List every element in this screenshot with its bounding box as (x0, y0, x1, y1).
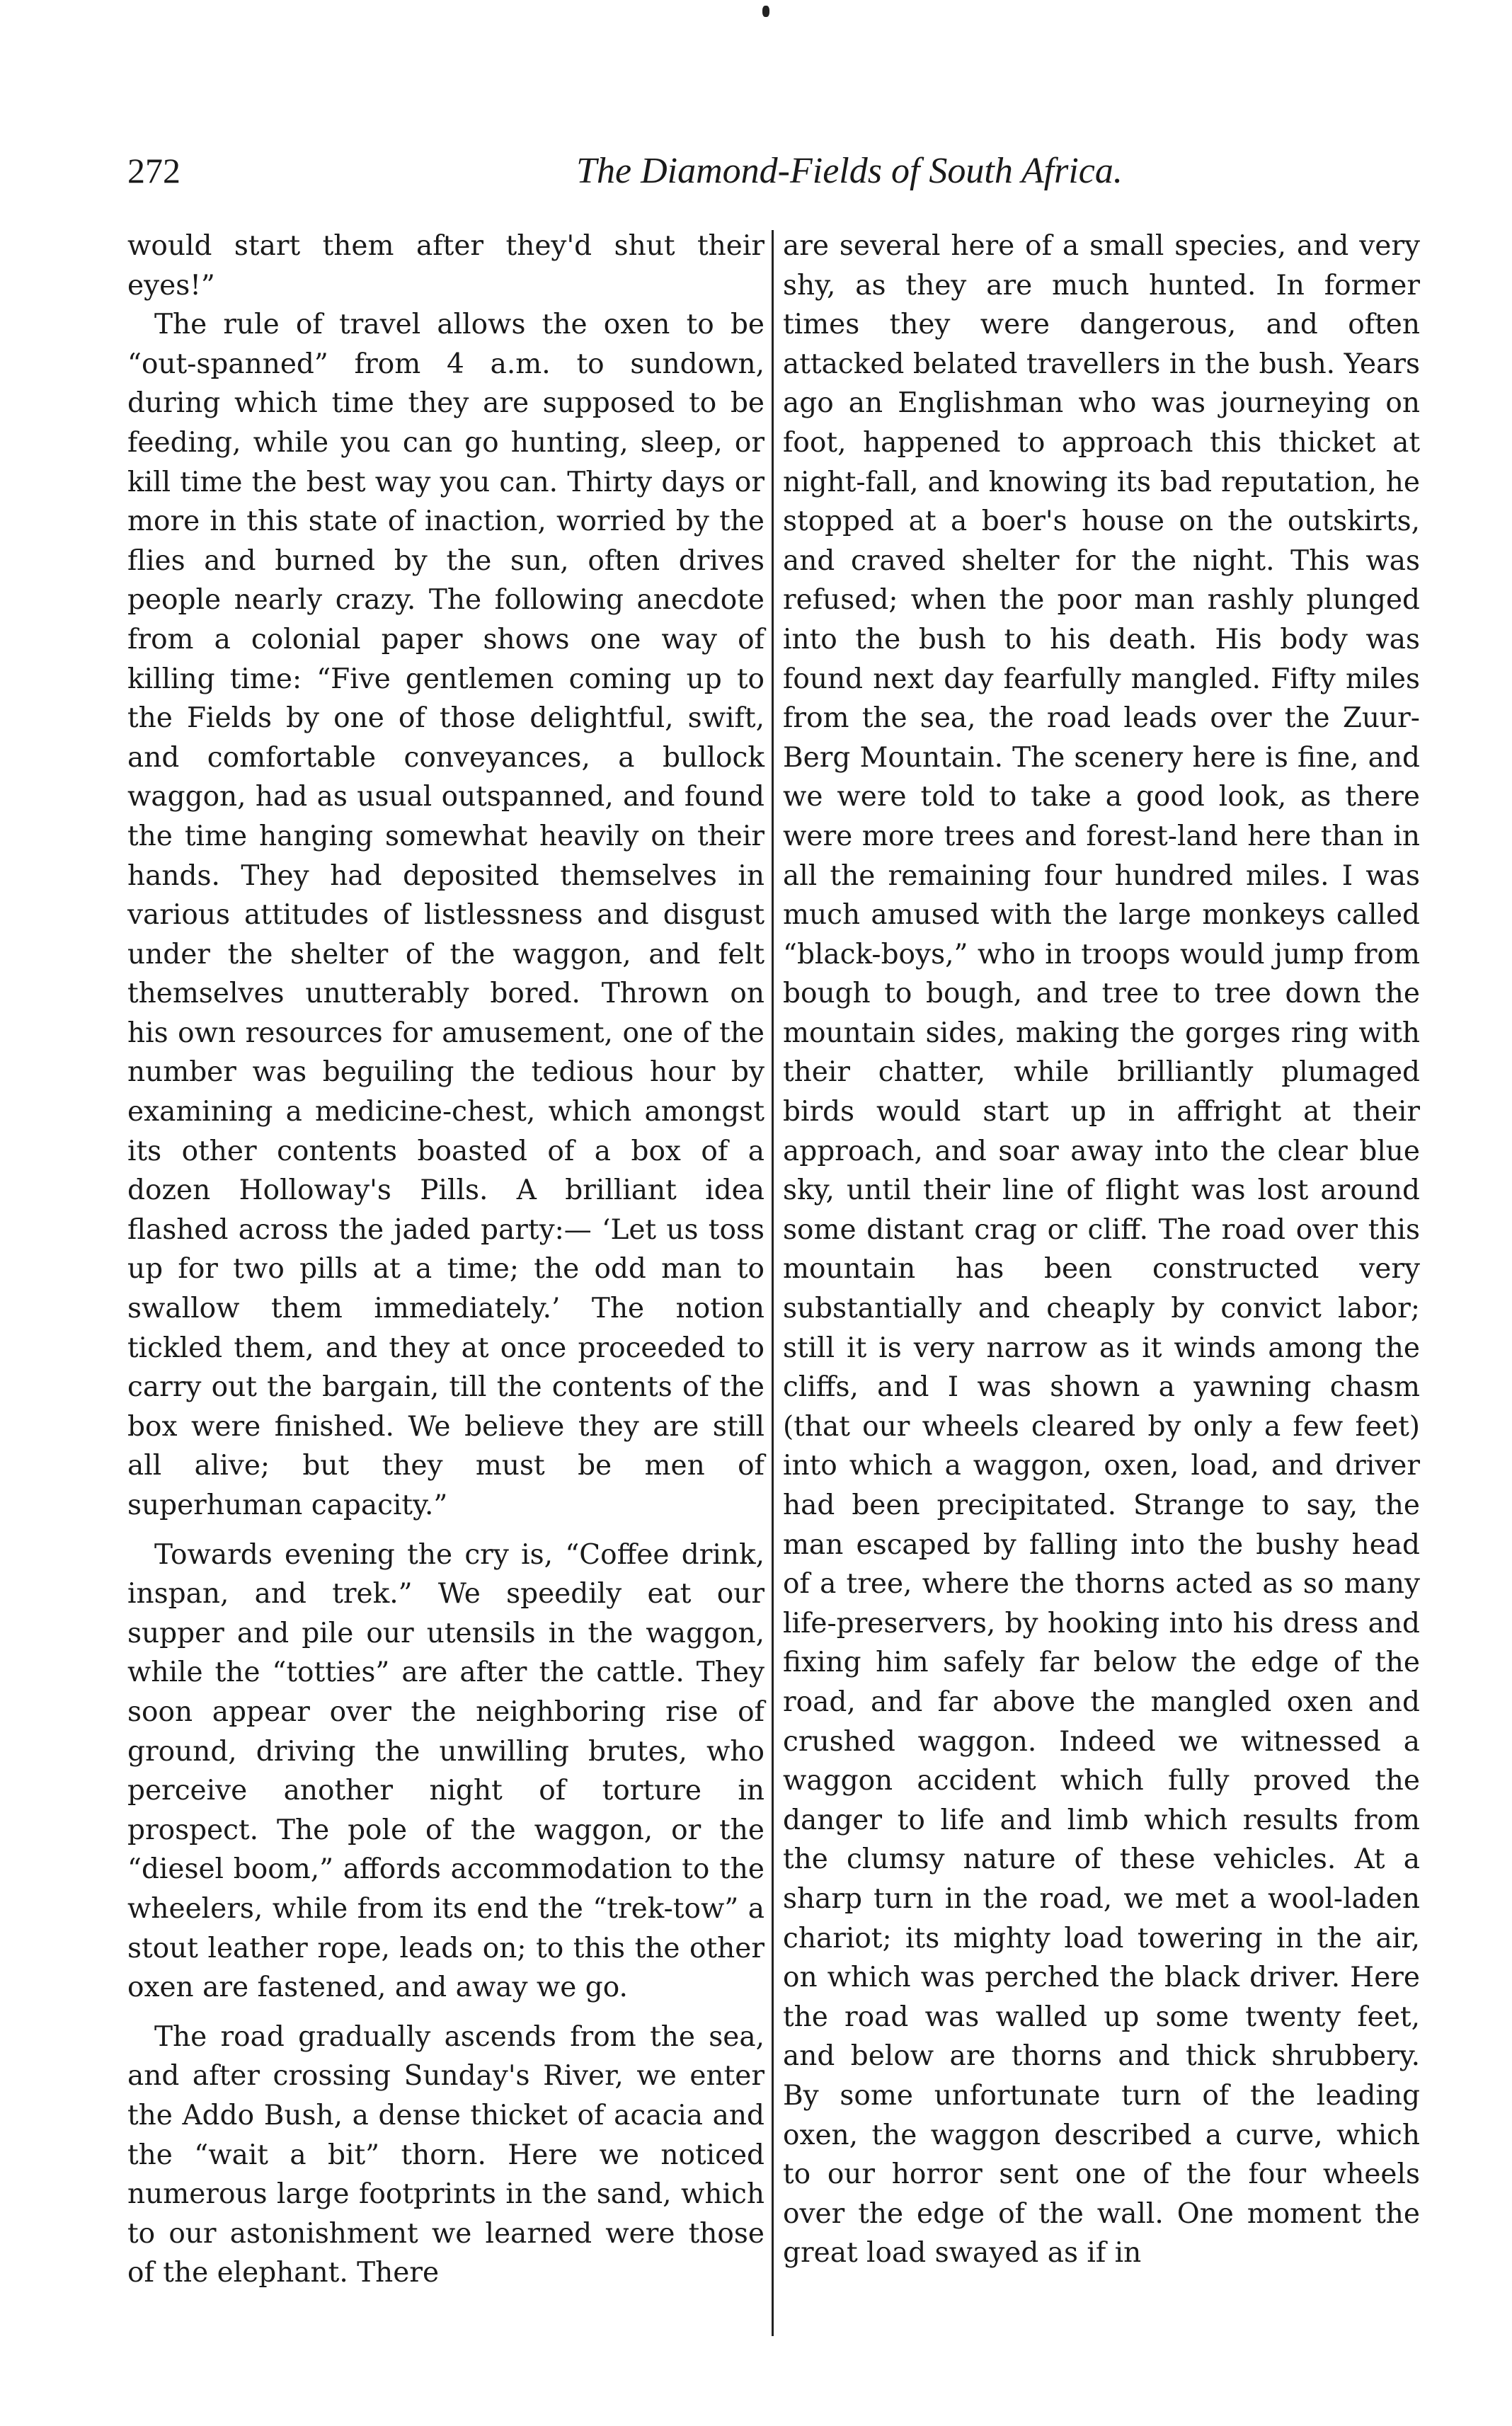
paragraph: Towards evening the cry is, “Coffee drink, inspan, and trek.” We speedily eat our supper and pile our utensils in the waggon, while the “totties” are after the cattle. They soon appear over the neighboring rise of ground, driving the unwilling brutes, who perceive another night of torture in prospect. The pole of the waggon, or the “diesel boom,” affords accommodation to the wheelers, while from its end the “trek-tow” a stout leather rope, leads on; to this the other oxen are fastened, and away we go. (127, 1538, 764, 2004)
page-header (127, 150, 1423, 207)
paragraph: The rule of travel allows the oxen to be “out-spanned” from 4 a.m. to sundown, during which time they are supposed to be feeding, while you can go hunting, sleep, or kill time the best way you can. Thirty days or more in this state of inaction, worried by the flies and burned by the sun, often drives people nearly crazy. The following anecdote from a colonial paper shows one way of killing time: “Five gentlemen coming up to the Fields by one of those delightful, swift, and comfortable conveyances, a bullock waggon, had as usual outspanned, and found the time hanging somewhat heavily on their hands. They had deposited themselves in various attitudes of listlessness and disgust under the shelter of the waggon, and felt themselves unutterably bored. Thrown on his own resources for amusement, one of the number was beguiling the tedious hour by examining a medicine-chest, which amongst its other contents boasted of a box of a dozen Holloway's Pills. A brilliant idea flashed across the jaded party:— ‘Let us toss up for two pills at a time; the odd man to swallow them immediately.’ The notion tickled them, and they at once proceeded to carry out the bargain, till the contents of the box were finished. We believe they are still all alive; but they must be men of superhuman capacity.” (127, 309, 764, 1521)
right-column (783, 227, 1420, 2273)
paragraph: The road gradually ascends from the sea, and after crossing Sunday's River, we enter the Addo Bush, a dense thicket of acacia and the “wait a bit” thorn. Here we noticed numerous large footprints in the sand, which to our astonishment we learned were those of the elephant. There (127, 2020, 764, 2289)
page-number: 272 (127, 151, 181, 190)
paragraph: are several here of a small species, and very shy, as they are much hunted. In former times they were dangerous, and often attacked belated travellers in the bush. Years ago an Englishman who was journeying on foot, happened to approach this thicket at night-fall, and knowing its bad reputation, he stopped at a boer's house on the outskirts, and craved shelter for the night. This was refused; when the poor man rashly plunged into the bush to his death. His body was found next day fearfully mangled. Fifty miles from the sea, the road leads over the Zuur-Berg Mountain. The scenery here is fine, and we were told to take a good look, as there were more trees and forest-land here than in all the remaining four hundred miles. I was much amused with the large monkeys called “black-boys,” who in troops would jump from bough to bough, and tree to tree down the mountain sides, making the gorges ring with their chatter, while brilliantly plumaged birds would start up in affright at their approach, and soar away into the clear blue sky, until their line of flight was lost around some distant crag or cliff. The road over this mountain has been constructed very substantially and cheaply by convict labor; still it is very narrow as it winds among the cliffs, and I was shown a yawning chasm (that our wheels cleared by only a few feet) into which a waggon, oxen, load, and driver had been precipitated. Strange to say, the man escaped by falling into the bushy head of a tree, where the thorns acted as so many life-preservers, by hooking into his dress and fixing him safely far below the edge of the road, and far above the mangled oxen and crushed waggon. Indeed we witnessed a waggon accident which fully proved the danger to life and limb which results from the clumsy nature of these vehicles. At a sharp turn in the road, we met a wool-laden chariot; its mighty load towering in the air, on which was perched the black driver. Here the road was walled up some twenty feet, and below are thorns and thick shrubbery. By some unfortunate turn of the leading oxen, the waggon described a curve, which to our horror sent one of the four wheels over the edge of the wall. One moment the great load swayed as if in (783, 230, 1420, 2270)
paragraph: would start them after they'd shut their eyes!” (127, 230, 764, 302)
column-divider (772, 230, 774, 2336)
left-column (127, 227, 764, 2293)
running-title: The Diamond-Fields of South Africa. (576, 151, 1123, 191)
printer-mark (762, 6, 769, 17)
